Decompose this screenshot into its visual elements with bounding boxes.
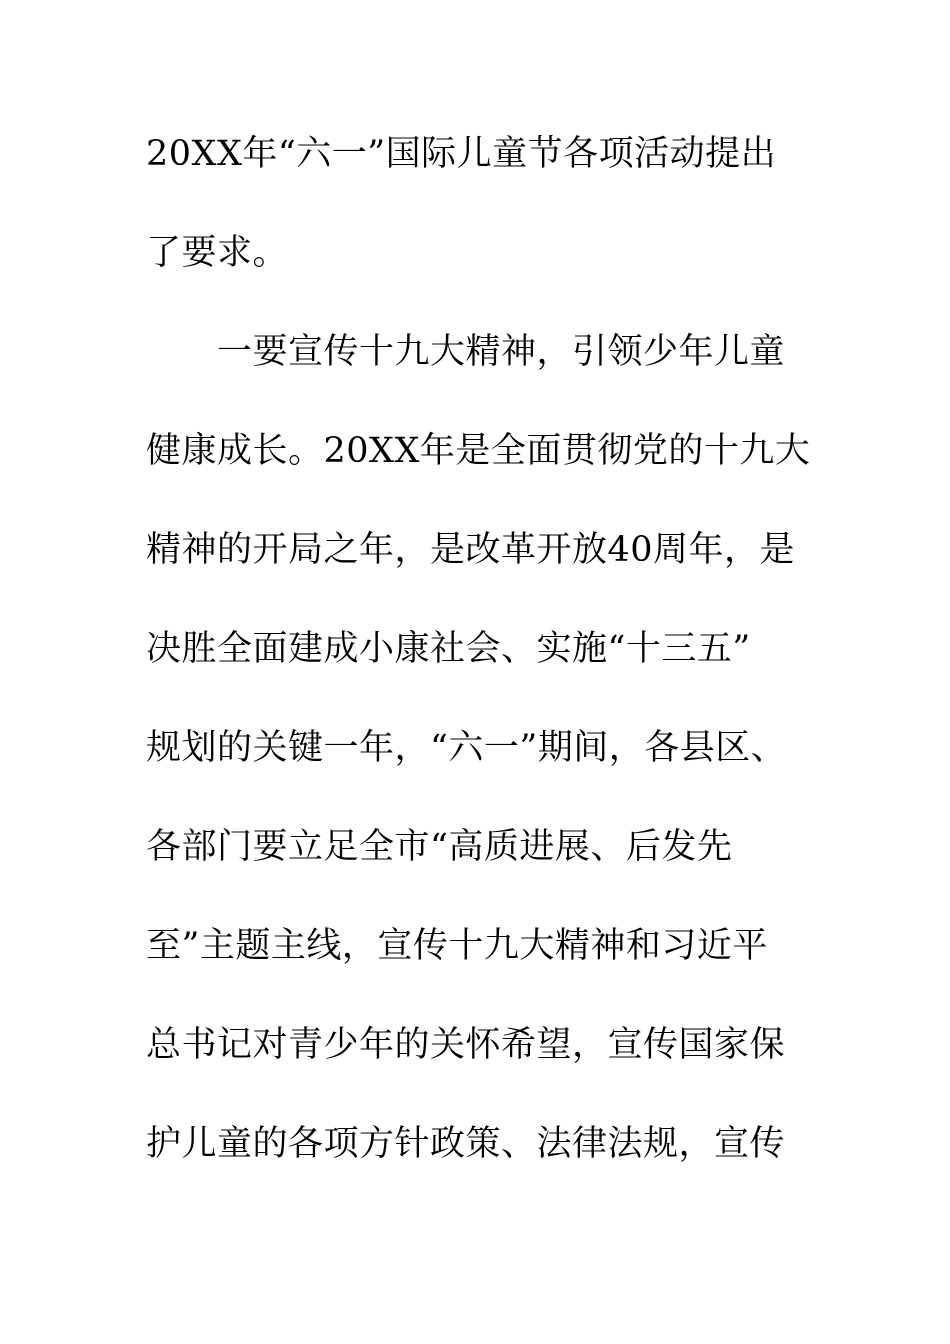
text-line-11: 护儿童的各项方针政策、法律法规，宣传 xyxy=(146,1124,786,1164)
text-line-4: 健康成长。20XX年是全面贯彻党的十九大 xyxy=(146,431,811,471)
text-line-9: 至”主题主线，宣传十九大精神和习近平 xyxy=(146,926,768,966)
text-line-2: 了要求。 xyxy=(146,233,289,273)
text-line-6: 决胜全面建成小康社会、实施“十三五” xyxy=(146,629,751,669)
text-line-5: 精神的开局之年，是改革开放40周年，是 xyxy=(146,530,796,570)
text-line-8: 各部门要立足全市“高质进展、后发先 xyxy=(146,827,733,867)
text-line-7: 规划的关键一年，“六一”期间，各县区、 xyxy=(146,728,787,768)
body-text xyxy=(146,122,811,1211)
text-line-10: 总书记对青少年的关怀希望，宣传国家保 xyxy=(146,1025,786,1065)
text-line-3: 一要宣传十九大精神，引领少年儿童 xyxy=(146,332,786,372)
text-line-1: 20XX年“六一”国际儿童节各项活动提出 xyxy=(146,134,777,174)
